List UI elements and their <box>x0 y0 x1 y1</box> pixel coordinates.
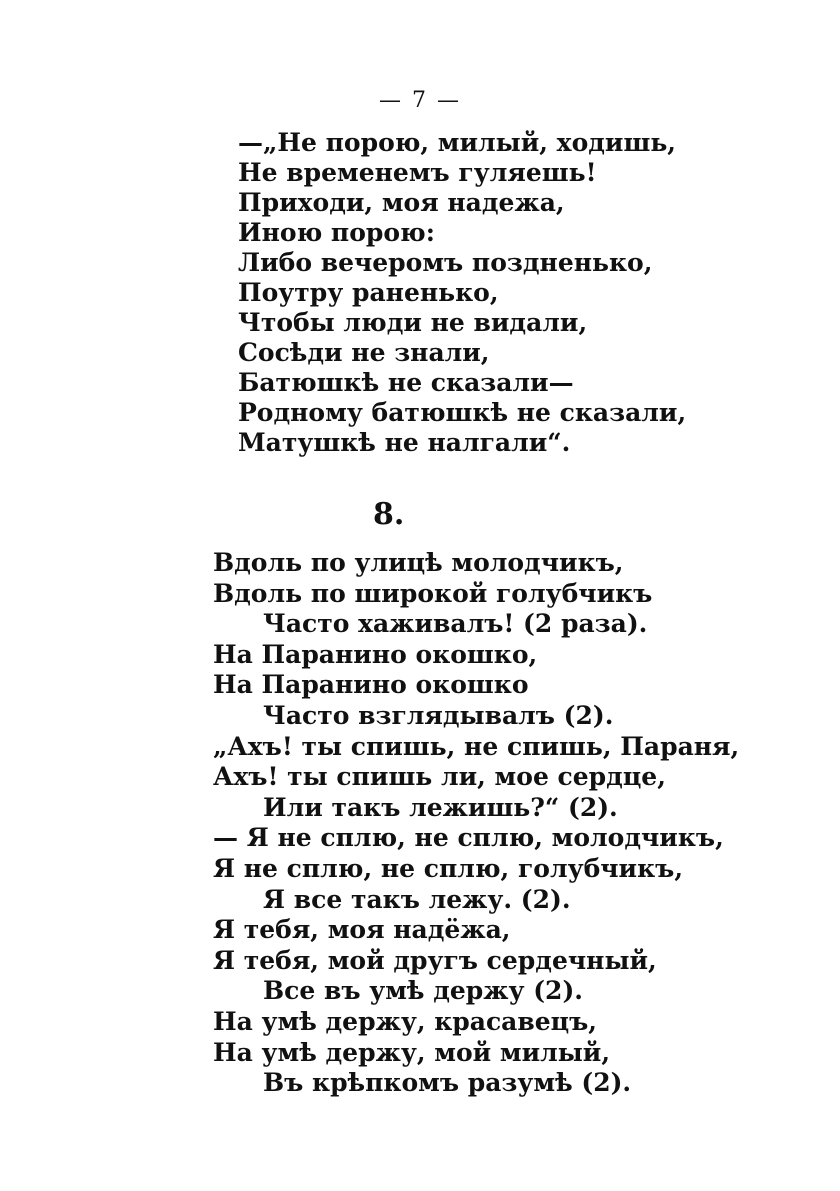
refrain-line: Я все такъ лежу. (2). <box>263 884 571 914</box>
section-number: 8. <box>373 497 405 532</box>
page-number: — 7 — <box>379 88 461 113</box>
verse-line: Не временемъ гуляешь! <box>238 158 597 187</box>
verse-line: На Паранино окошко <box>213 670 529 700</box>
refrain-line: Или такъ лежишь?“ (2). <box>263 792 618 822</box>
verse-line: Ахъ! ты спишь ли, мое сердце, <box>213 762 666 792</box>
refrain-line: Все въ умѣ держу (2). <box>263 976 583 1006</box>
verse-line: Либо вечеромъ поздненько, <box>238 248 653 277</box>
poem-continuation <box>238 128 686 458</box>
verse-line: „Ахъ! ты спишь, не спишь, Параня, <box>213 731 740 761</box>
refrain-line: Въ крѣпкомъ разумѣ (2). <box>263 1068 632 1098</box>
verse-line: На умѣ держу, красавецъ, <box>213 1006 598 1036</box>
verse-line: Поутру раненько, <box>238 278 499 307</box>
verse-line: Батюшкѣ не сказали— <box>238 368 574 397</box>
song-text <box>213 548 739 1099</box>
verse-line: Я не сплю, не сплю, голубчикъ, <box>213 853 684 883</box>
verse-line: — Я не сплю, не сплю, молодчикъ, <box>213 823 724 853</box>
verse-line: Сосѣди не знали, <box>238 338 490 367</box>
verse-line: Приходи, моя надежа, <box>238 188 565 217</box>
verse-line: Вдоль по широкой голубчикъ <box>213 578 653 608</box>
verse-line: Я тебя, моя надёжа, <box>213 915 511 945</box>
verse-line: Родному батюшкѣ не сказали, <box>238 398 687 427</box>
verse-line: Чтобы люди не видали, <box>238 308 588 337</box>
verse-line: На Паранино окошко, <box>213 639 538 669</box>
verse-line: —„Не порою, милый, ходишь, <box>238 128 677 157</box>
verse-line: На умѣ держу, мой милый, <box>213 1037 611 1067</box>
refrain-line: Часто взглядывалъ (2). <box>263 700 614 730</box>
refrain-line: Часто хаживалъ! (2 раза). <box>263 609 648 639</box>
verse-line: Матушкѣ не налгали“. <box>238 428 571 457</box>
verse-line: Вдоль по улицѣ молодчикъ, <box>213 548 624 577</box>
verse-line: Иною порою: <box>238 218 435 247</box>
verse-line: Я тебя, мой другъ сердечный, <box>213 945 657 975</box>
